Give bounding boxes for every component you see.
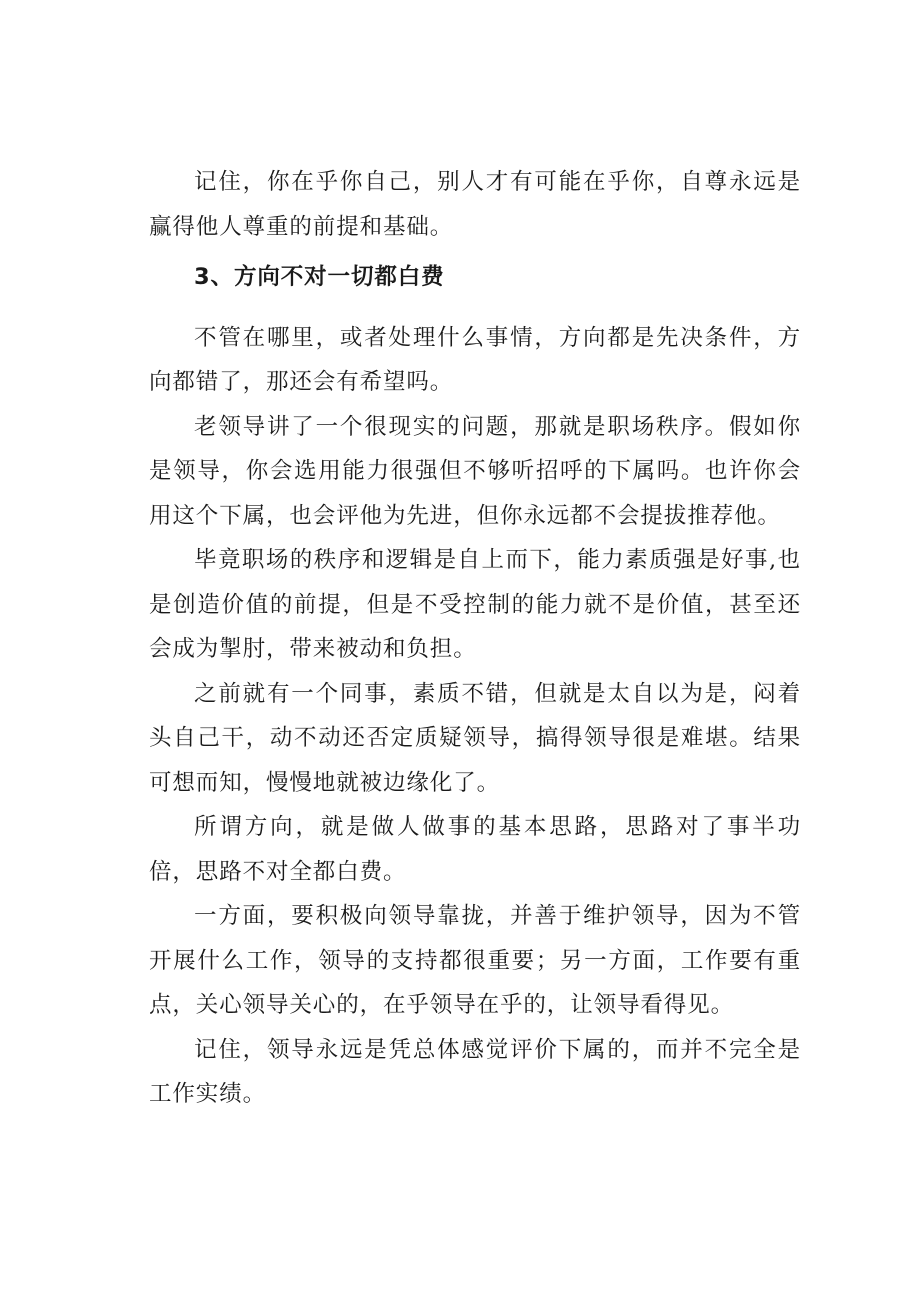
paragraph-self-respect: 记住，你在乎你自己，别人才有可能在乎你，自尊永远是赢得他人尊重的前提和基础。 xyxy=(149,169,801,240)
paragraph-colleague-example: 之前就有一个同事，素质不错，但就是太自以为是，闷着头自己干，动不动还否定质疑领导，搞得领导很是难堪。结果可想而知，慢慢地就被边缘化了。 xyxy=(149,680,801,796)
paragraph-top-down-logic: 毕竟职场的秩序和逻辑是自上而下，能力素质强是好事,也是创造价值的前提，但是不受控制的能力就不是价值，甚至还会成为掣肘，带来被动和负担。 xyxy=(149,547,801,662)
section-heading: 3、方向不对一切都白费 xyxy=(194,264,445,290)
document-body xyxy=(149,160,801,1117)
paragraph-workplace-order: 老领导讲了一个很现实的问题，那就是职场秩序。假如你是领导，你会选用能力很强但不够听招呼的下属吗。也许你会用这个下属，也会评他为先进，但你永远都不会提拔推荐他。 xyxy=(149,413,801,529)
paragraph-basic-approach: 所谓方向，就是做人做事的基本思路，思路对了事半功倍，思路不对全都白费。 xyxy=(149,814,801,885)
paragraph-conclusion: 记住，领导永远是凭总体感觉评价下属的，而并不完全是工作实绩。 xyxy=(149,1036,801,1107)
paragraph-support-leader: 一方面，要积极向领导靠拢，并善于维护领导，因为不管开展什么工作，领导的支持都很重要；另一方面，工作要有重点，关心领导关心的，在乎领导在乎的，让领导看得见。 xyxy=(149,903,801,1018)
paragraph-direction: 不管在哪里，或者处理什么事情，方向都是先决条件，方向都错了，那还会有希望吗。 xyxy=(149,324,801,395)
